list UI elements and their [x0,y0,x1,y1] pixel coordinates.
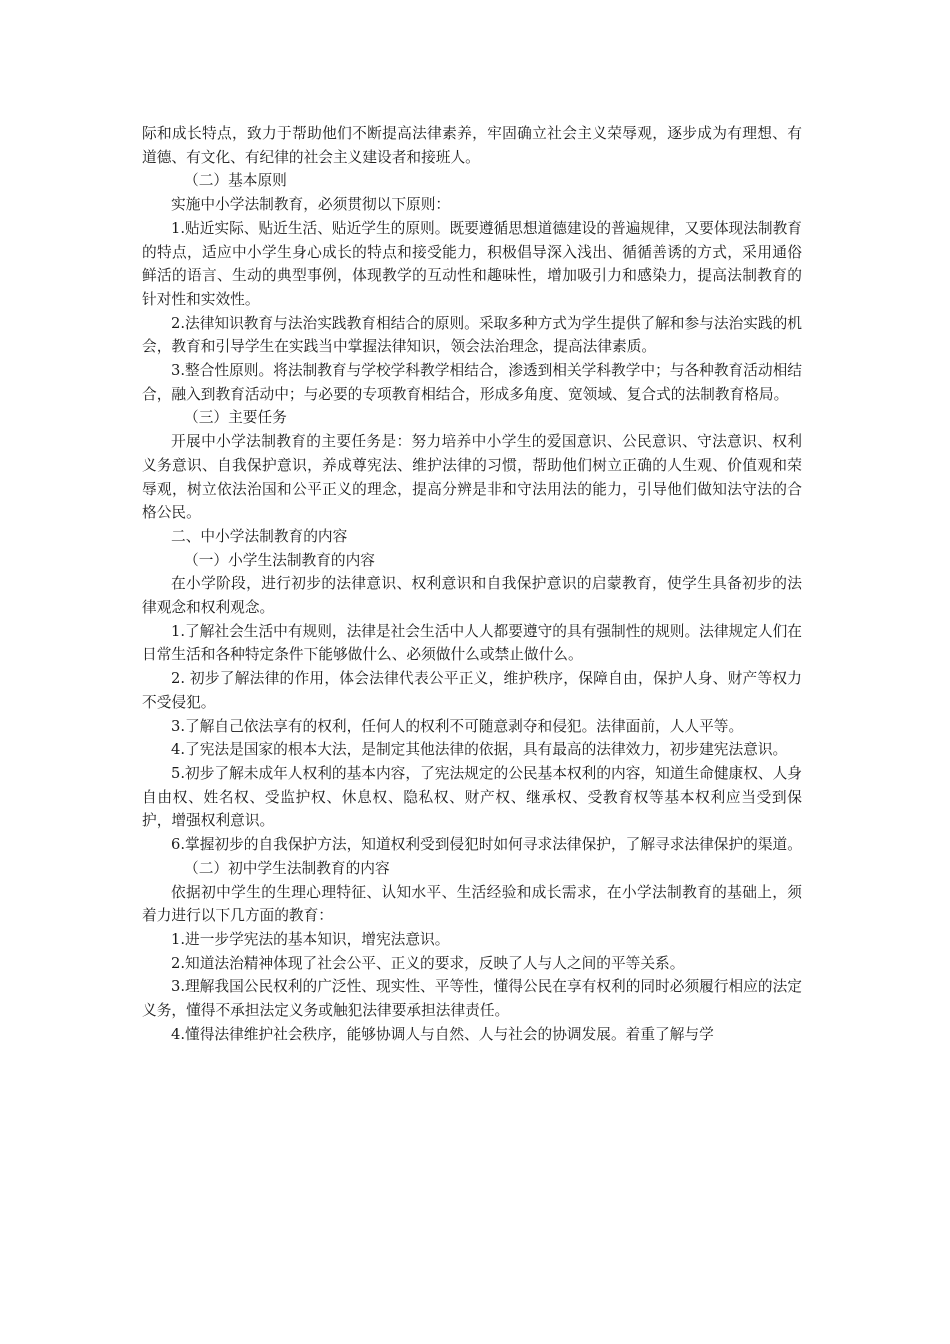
section-heading: （二）初中学生法制教育的内容 [184,859,390,877]
paragraph: 在小学阶段，进行初步的法律意识、权利意识和自我保护意识的启蒙教育，使学生具备初步的法律观念和权利观念。 [142,575,802,617]
paragraph: 1.了解社会生活中有规则，法律是社会生活中人人都要遵守的具有强制性的规则。法律规定人们在日常生活和各种特定条件下能够做什么、必须做什么或禁止做什么。 [142,622,802,664]
paragraph: 二、中小学法制教育的内容 [171,527,348,545]
paragraph: 3.整合性原则。将法制教育与学校学科教学相结合，渗透到相关学科教学中；与各种教育活动相结合，融入到教育活动中；与必要的专项教育相结合，形成多角度、宽领域、复合式的法制教育格局。 [142,362,802,403]
section-heading: （三）主要任务 [184,409,287,427]
paragraph: 2. 初步了解法律的作用，体会法律代表公平正义，维护秩序，保障自由，保护人身、财产等权力不受侵犯。 [142,670,802,711]
paragraph: 依据初中学生的生理心理特征、认知水平、生活经验和成长需求，在小学法制教育的基础上，须着力进行以下几方面的教育： [142,883,802,925]
paragraph: 3.理解我国公民权利的广泛性、现实性、平等性，懂得公民在享有权利的同时必须履行相应的法定义务，懂得不承担法定义务或触犯法律要承担法律责任。 [142,978,802,1020]
paragraph: 3.了解自己依法享有的权利，任何人的权利不可随意剥夺和侵犯。法律面前，人人平等。 [171,717,744,735]
paragraph: 际和成长特点，致力于帮助他们不断提高法律素养，牢固确立社会主义荣辱观，逐步成为有理想、有道德、有文化、有纪律的社会主义建设者和接班人。 [142,125,802,166]
paragraph: 2.知道法治精神体现了社会公平、正义的要求，反映了人与人之间的平等关系。 [171,954,685,972]
paragraph: 实施中小学法制教育，必须贯彻以下原则： [171,196,451,214]
paragraph: 1.贴近实际、贴近生活、贴近学生的原则。既要遵循思想道德建设的普遍规律，又要体现法制教育的特点，适应中小学生身心成长的特点和接受能力，积极倡导深入浅出、循循善诱的方式，采用通俗鲜活的语言、生动的典型事例，体现教学的互动性和趣味性，增加吸引力和感染力，提高法制教育的针对性和实效性。 [142,219,802,308]
paragraph: 1.进一步学宪法的基本知识，增宪法意识。 [171,930,450,948]
paragraph: 2.法律知识教育与法治实践教育相结合的原则。采取多种方式为学生提供了解和参与法治实践的机会，教育和引导学生在实践当中掌握法律知识，领会法治理念，提高法律素质。 [142,314,802,356]
section-heading: （一）小学生法制教育的内容 [184,551,375,569]
document-page [142,122,802,1046]
paragraph: 6.掌握初步的自我保护方法，知道权利受到侵犯时如何寻求法律保护，了解寻求法律保护的渠道。 [171,836,802,854]
paragraph: 4.了宪法是国家的根本大法，是制定其他法律的依据，具有最高的法律效力，初步建宪法意识。 [171,741,788,759]
paragraph: 开展中小学法制教育的主要任务是：努力培养中小学生的爱国意识、公民意识、守法意识、权利义务意识、自我保护意识，养成尊宪法、维护法律的习惯，帮助他们树立正确的人生观、价值观和荣辱观，树立依法治国和公平正义的理念，提高分辨是非和守法用法的能力，引导他们做知法守法的合格公民。 [142,433,802,522]
paragraph: 4.懂得法律维护社会秩序，能够协调人与自然、人与社会的协调发展。着重了解与学 [171,1025,714,1043]
section-heading: （二）基本原则 [184,172,287,190]
paragraph: 5.初步了解未成年人权利的基本内容，了宪法规定的公民基本权利的内容，知道生命健康权、人身自由权、姓名权、受监护权、休息权、隐私权、财产权、继承权、受教育权等基本权利应当受到保护，增强权利意识。 [142,764,802,830]
